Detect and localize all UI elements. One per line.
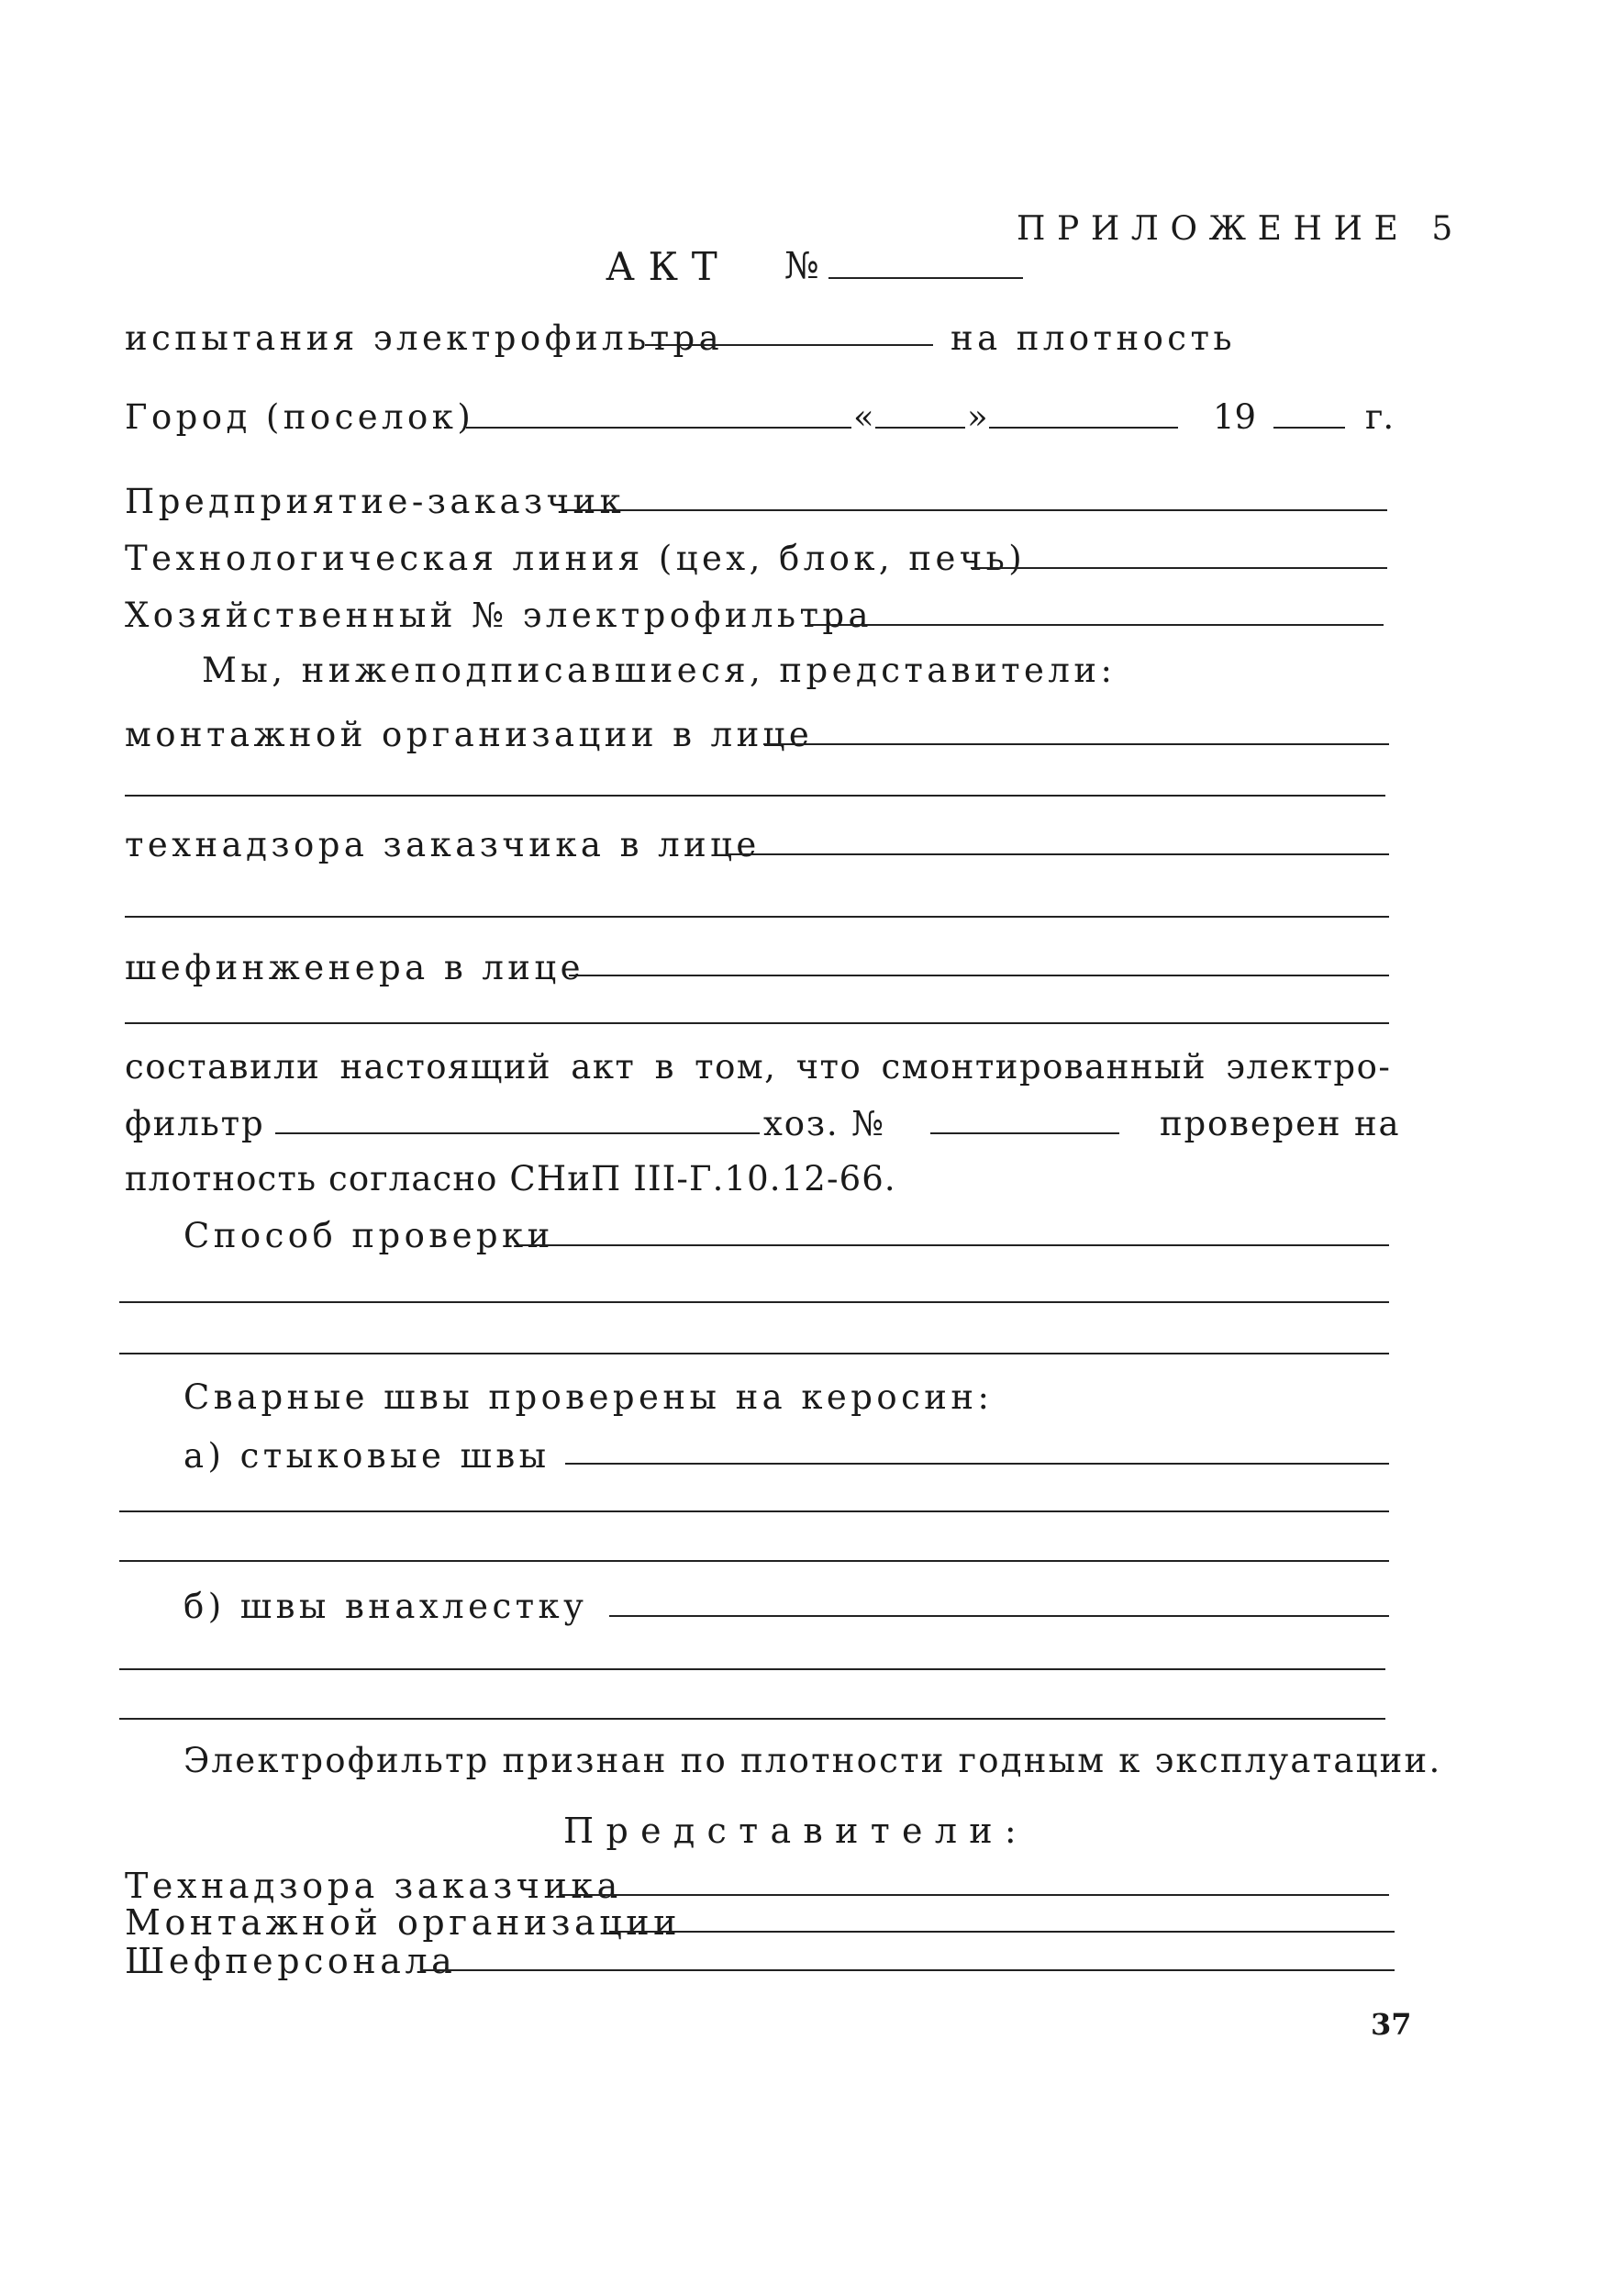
composed-line2-end: проверен на [1160, 1104, 1401, 1143]
filter-econ-no-field[interactable] [930, 1132, 1119, 1134]
tech-rep-label: технадзора заказчика в лице [125, 825, 761, 864]
enterprise-label: Предприятие-заказчик [125, 482, 626, 521]
signatures-heading: Представители: [563, 1811, 1029, 1851]
sig-mount-field[interactable] [609, 1931, 1395, 1933]
conclusion: Электрофильтр признан по плотности годным к эксплуатации. [183, 1741, 1442, 1780]
lap-welds-field-3[interactable] [119, 1718, 1385, 1720]
method-label: Способ проверки [183, 1216, 554, 1255]
sig-chief-label: Шефперсонала [125, 1941, 457, 1981]
act-number-sign: № [784, 245, 819, 287]
year-suffix: г. [1365, 397, 1395, 437]
filter-name-field[interactable] [645, 344, 933, 346]
composed-line1: составили настоящий акт в том, что смонтированный электро- [125, 1047, 1392, 1087]
sig-tech-label: Технадзора заказчика [125, 1866, 622, 1906]
mount-rep-field[interactable] [763, 743, 1389, 745]
subtitle-after: на плотность [951, 318, 1236, 358]
page-number: 37 [1371, 2007, 1412, 2042]
method-field[interactable] [519, 1244, 1389, 1246]
city-field[interactable] [466, 427, 851, 429]
enterprise-field[interactable] [561, 509, 1387, 511]
composed-line2-mid: хоз. № [763, 1104, 885, 1143]
method-field-2[interactable] [119, 1301, 1389, 1303]
chief-rep-label: шефинженера в лице [125, 948, 584, 987]
composed-line2-start: фильтр [125, 1104, 265, 1143]
composed-line3: плотность согласно СНиП III-Г.10.12-66. [125, 1159, 896, 1198]
butt-welds-label: а) стыковые швы [183, 1436, 550, 1476]
quote-close: » [967, 397, 988, 437]
year-prefix: 19 [1213, 397, 1257, 437]
econ-no-field[interactable] [807, 624, 1384, 626]
line-field[interactable] [971, 567, 1387, 569]
tech-rep-field-2[interactable] [125, 916, 1389, 918]
lap-welds-field-2[interactable] [119, 1668, 1385, 1670]
method-field-3[interactable] [119, 1353, 1389, 1354]
city-label: Город (поселок) [125, 397, 475, 437]
mount-rep-label: монтажной организации в лице [125, 715, 814, 754]
month-field[interactable] [989, 427, 1178, 429]
econ-no-label: Хозяйственный № электрофильтра [125, 596, 873, 635]
day-field[interactable] [875, 427, 965, 429]
lap-welds-label: б) швы внахлестку [183, 1587, 588, 1626]
tech-rep-field[interactable] [727, 853, 1389, 855]
year-field[interactable] [1273, 427, 1345, 429]
butt-welds-field-2[interactable] [119, 1510, 1389, 1512]
sig-chief-field[interactable] [420, 1969, 1395, 1971]
line-label: Технологическая линия (цех, блок, печь) [125, 539, 1027, 578]
lap-welds-field[interactable] [609, 1615, 1389, 1617]
appendix-label: ПРИЛОЖЕНИЕ 5 [1017, 210, 1464, 248]
welds-heading: Сварные швы проверены на керосин: [183, 1377, 994, 1417]
filter-type-field[interactable] [275, 1132, 760, 1134]
act-title: АКТ [606, 244, 731, 289]
sig-mount-label: Монтажной организации [125, 1902, 682, 1943]
mount-rep-field-2[interactable] [125, 795, 1385, 797]
we-text: Мы, нижеподписавшиеся, представители: [202, 651, 1117, 690]
sig-tech-field[interactable] [561, 1894, 1389, 1896]
subtitle-before: испытания электрофильтра [125, 318, 724, 358]
chief-rep-field[interactable] [569, 975, 1389, 976]
chief-rep-field-2[interactable] [125, 1022, 1389, 1024]
butt-welds-field-3[interactable] [119, 1560, 1389, 1562]
butt-welds-field[interactable] [565, 1463, 1389, 1465]
act-number-field[interactable] [828, 277, 1023, 279]
quote-open: « [853, 397, 874, 437]
